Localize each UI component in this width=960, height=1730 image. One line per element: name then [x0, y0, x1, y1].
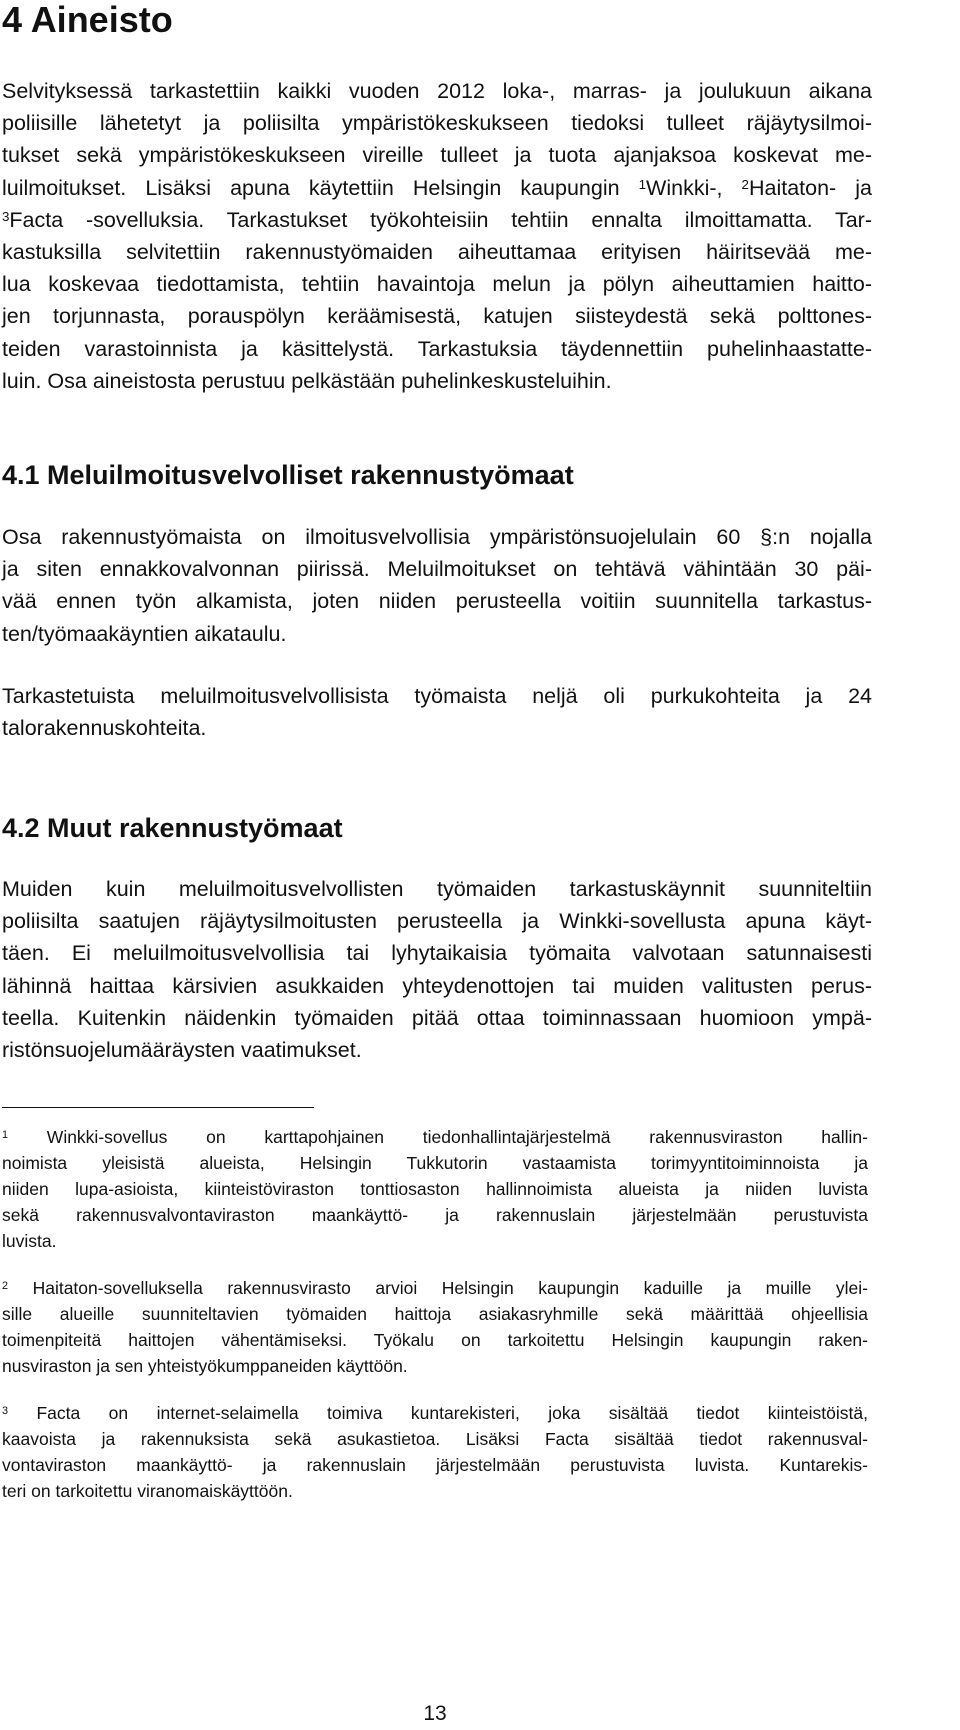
footnote-ref-2: 2: [741, 176, 749, 192]
footnote-number: 2: [2, 1280, 9, 1293]
text-line: Osa rakennustyömaista on ilmoitusvelvollisia ympäristönsuojelulain 60 §:n nojalla: [2, 525, 872, 549]
text-line: ten/työmaakäyntien aikataulu.: [2, 621, 287, 646]
section-heading-4-2: 4.2 Muut rakennustyömaat: [2, 813, 343, 843]
text-line: teiden varastoinnista ja käsittelystä. Tarkastuksia täydennettiin puhelinhaastatte-: [2, 336, 872, 361]
footnote-3: [2, 1400, 868, 1504]
intro-paragraph: [2, 75, 872, 397]
section-heading-4-1: 4.1 Meluilmoitusvelvolliset rakennustyömaat: [2, 460, 574, 490]
text-line: Tarkastetuista meluilmoitusvelvollisista työmaista neljä oli purkukohteita ja 24: [2, 684, 872, 708]
text-run: luilmoitukset. Lisäksi apuna käytettiin Helsingin kaupungin: [2, 175, 639, 200]
text-line: [2, 172, 872, 204]
footnote-line: sekä rakennusvalvontaviraston maankäyttö- ja rakennuslain järjestelmään perustuvista: [2, 1205, 868, 1225]
footnote-line: niiden lupa-asioista, kiinteistöviraston tonttiosaston hallinnoimista alueista ja niiden luvista: [2, 1179, 868, 1199]
footnote-number: 3: [2, 1405, 9, 1418]
footnote-line: vontaviraston maankäyttö- ja rakennuslain järjestelmään perustuvista luvista. Kuntarekis-: [2, 1455, 868, 1475]
text-run: Winkki-sovellus on karttapohjainen tiedonhallintajärjestelmä rakennusviraston hallin-: [46, 1127, 868, 1147]
text-line: ristönsuojelumääräysten vaatimukset.: [2, 1038, 362, 1063]
footnote-line: [2, 1275, 868, 1301]
text-line: [2, 204, 872, 236]
footnote-line: kaavoista ja rakennuksista sekä asukastietoa. Lisäksi Facta sisältää tiedot rakennusval-: [2, 1429, 868, 1449]
footnote-separator: [2, 1107, 314, 1108]
text-line: täen. Ei meluilmoitusvelvollisia tai lyhytaikaisia työmaita valvotaan satunnaisesti: [2, 941, 872, 966]
footnote-ref-3: 3: [2, 208, 10, 224]
footnote-line: teri on tarkoitettu viranomaiskäyttöön.: [2, 1481, 293, 1501]
text-line: jen torjunnasta, porauspölyn keräämisestä, katujen siisteydestä sekä polttones-: [2, 304, 872, 329]
footnote-line: nusviraston ja sen yhteistyökumppaneiden käyttöön.: [2, 1356, 408, 1376]
text-line: Muiden kuin meluilmoitusvelvollisten työmaiden tarkastuskäynnit suunniteltiin: [2, 877, 872, 901]
footnote-line: [2, 1400, 868, 1426]
footnote-1: [2, 1124, 868, 1254]
text-line: teella. Kuitenkin näidenkin työmaiden pitää ottaa toiminnassaan huomioon ympä-: [2, 1005, 872, 1030]
text-line: Selvityksessä tarkastettiin kaikki vuoden 2012 loka-, marras- ja joulukuun aikana: [2, 79, 872, 103]
footnote-line: [2, 1124, 868, 1150]
text-line: lähinnä haittaa kärsivien asukkaiden yhteydenottojen tai muiden valitusten perus-: [2, 973, 872, 998]
section-4-1-paragraph-1: [2, 521, 872, 650]
text-line: kastuksilla selvitettiin rakennustyömaiden aiheuttamaa erityisen häiritsevää me-: [2, 240, 872, 265]
footnote-line: sille alueille suunniteltavien työmaiden haittoja asiakasryhmille sekä määrittää ohjeellisia: [2, 1304, 868, 1324]
text-line: talorakennuskohteita.: [2, 716, 207, 741]
text-run: Facta -sovelluksia. Tarkastukset työkohteisiin tehtiin ennalta ilmoittamatta. Tar-: [9, 207, 872, 232]
text-run: Facta on internet-selaimella toimiva kuntarekisteri, joka sisältää tiedot kiinteistöistä,: [36, 1403, 868, 1423]
footnote-ref-1: 1: [638, 176, 647, 192]
text-line: lua koskevaa tiedottamista, tehtiin havaintoja melun ja pölyn aiheuttamien haitto-: [2, 272, 872, 297]
text-run: Haitaton- ja: [748, 175, 872, 200]
footnote-number: 1: [2, 1129, 9, 1142]
text-run: Winkki-,: [646, 175, 742, 200]
footnote-line: luvista.: [2, 1231, 57, 1251]
footnote-line: noimista yleisistä alueista, Helsingin Tukkutorin vastaamista torimyyntitoiminnoista ja: [2, 1153, 868, 1173]
footnote-2: [2, 1275, 868, 1379]
text-run: Haitaton-sovelluksella rakennusvirasto arvioi Helsingin kaupungin kaduille ja muille ylei-: [32, 1278, 868, 1298]
section-4-2-paragraph-1: [2, 873, 872, 1066]
text-line: poliisille lähetetyt ja poliisilta ympäristökeskukseen tiedoksi tulleet räjäytysilmoi-: [2, 111, 872, 136]
section-4-1-paragraph-2: [2, 680, 872, 744]
text-line: ja siten ennakkovalvonnan piirissä. Meluilmoitukset on tehtävä vähintään 30 päi-: [2, 557, 872, 582]
page-number: 13: [423, 1702, 447, 1725]
text-line: poliisilta saatujen räjäytysilmoitusten perusteella ja Winkki-sovellusta apuna käyt-: [2, 909, 872, 934]
footnote-line: toimenpiteitä haittojen vähentämiseksi. Työkalu on tarkoitettu Helsingin kaupungin raken-: [2, 1330, 868, 1350]
text-line: tukset sekä ympäristökeskukseen vireille tulleet ja tuota ajanjaksoa koskevat me-: [2, 143, 872, 168]
text-line: luin. Osa aineistosta perustuu pelkästään puhelinkeskusteluihin.: [2, 368, 612, 393]
page-title: 4 Aineisto: [2, 0, 173, 40]
text-line: vää ennen työn alkamista, joten niiden perusteella voitiin suunnitella tarkastus-: [2, 589, 872, 614]
